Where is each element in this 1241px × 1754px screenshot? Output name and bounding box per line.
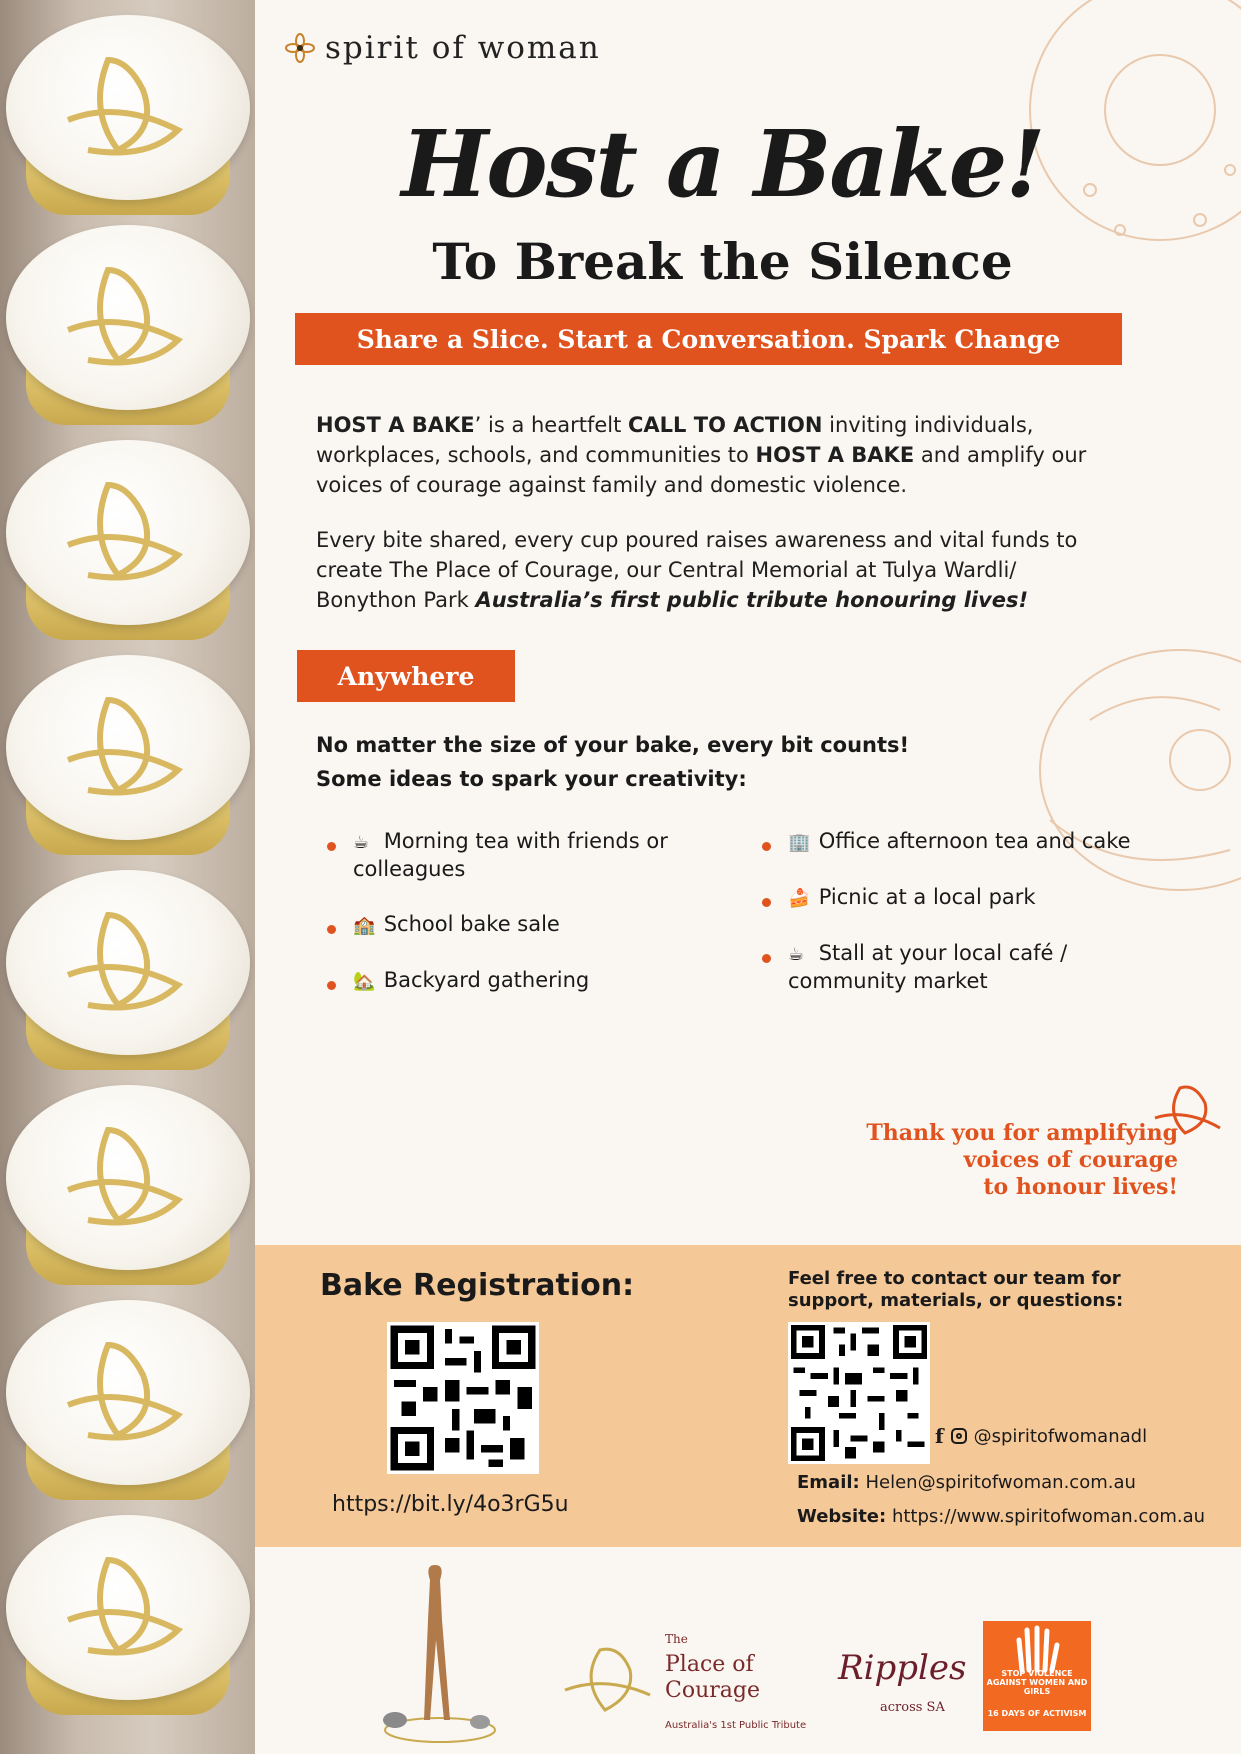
activism-badge: STOP VIOLENCE AGAINST WOMEN AND GIRLS 16 DAYS OF ACTIVISM [983, 1621, 1091, 1731]
brand-name: spirit of woman [325, 30, 601, 66]
intro-paragraph: HOST A BAKE’ is a heartfelt CALL TO ACTION inviting individuals, workplaces, schools, and communities to HOST A BAKE and amplify our voices of courage against family and domestic violence. [316, 413, 1087, 497]
place-of-courage-tagline: Australia's 1st Public Tribute [665, 1720, 807, 1731]
ripples-logo: Ripples [838, 1648, 967, 1688]
ripples-subtitle: across SA [880, 1700, 945, 1715]
instagram-icon[interactable] [951, 1428, 967, 1444]
list-item: 🏫 School bake sale [325, 911, 730, 939]
tagline-banner [295, 313, 1122, 365]
cupcake [6, 655, 250, 855]
flower-logo-icon [285, 33, 315, 63]
social-links [935, 1424, 1147, 1448]
email-link[interactable]: Helen@spiritofwoman.com.au [865, 1472, 1136, 1493]
registration-link[interactable]: https://bit.ly/4o3rG5u [332, 1492, 569, 1517]
office-icon: 🏢 [788, 832, 811, 853]
page-subtitle: To Break the Silence [432, 232, 1013, 291]
social-handle[interactable]: @spiritofwomanadl [973, 1425, 1148, 1447]
school-icon: 🏫 [353, 915, 376, 936]
coffee-icon: ☕ [353, 832, 370, 853]
ideas-list-right [760, 828, 1180, 1023]
place-of-courage-logo: The Place of Courage [665, 1632, 760, 1703]
list-item: 🏡 Backyard gathering [325, 967, 730, 995]
tagline-text: Share a Slice. Start a Conversation. Spark Change [356, 324, 1061, 354]
anywhere-label: Anywhere [297, 650, 515, 702]
registration-title: Bake Registration: [320, 1268, 635, 1303]
cupcake [6, 15, 250, 215]
cupcake [6, 225, 250, 425]
cupcake [6, 1300, 250, 1500]
house-icon: 🏡 [353, 971, 376, 992]
ideas-heading: No matter the size of your bake, every bit counts! Some ideas to spark your creativity: [316, 733, 910, 791]
list-item: 🏢 Office afternoon tea and cake [760, 828, 1180, 856]
cupcake [6, 1085, 250, 1285]
facebook-icon[interactable]: f [935, 1424, 944, 1448]
cupcake [6, 870, 250, 1070]
brand-logo [285, 30, 601, 66]
email-line: Email: Helen@spiritofwoman.com.au [797, 1472, 1136, 1493]
website-line: Website: https://www.spiritofwoman.com.au [797, 1506, 1206, 1527]
contact-qr-code[interactable] [788, 1322, 930, 1464]
contact-note: Feel free to contact our team for support, materials, or questions: [788, 1268, 1124, 1311]
bird-logo [560, 1640, 655, 1720]
page-title: Host a Bake! [401, 110, 1044, 218]
hand-icon [1007, 1625, 1067, 1675]
ideas-list-left [325, 828, 730, 1023]
list-item: 🍰 Picnic at a local park [760, 884, 1180, 912]
thank-you-message: Thank you for amplifying voices of courage to honour lives! [866, 1120, 1178, 1200]
cupcake [6, 1515, 250, 1715]
mission-paragraph: Every bite shared, every cup poured raises awareness and vital funds to create The Place of Courage, our Central Memorial at Tulya Wardli/ Bonython Park Australia’s first public tribute honouring lives! [316, 528, 1078, 612]
list-item: ☕ Morning tea with friends or colleagues [325, 828, 730, 883]
list-item: ☕ Stall at your local café / community market [760, 940, 1180, 995]
cupcake [6, 440, 250, 640]
registration-qr-code[interactable] [387, 1322, 539, 1474]
sculpture-logo [370, 1560, 500, 1745]
website-link[interactable]: https://www.spiritofwoman.com.au [891, 1506, 1206, 1527]
cake-icon: 🍰 [788, 888, 811, 909]
coffee-icon: ☕ [788, 944, 805, 965]
cupcake-photo [0, 0, 255, 1754]
